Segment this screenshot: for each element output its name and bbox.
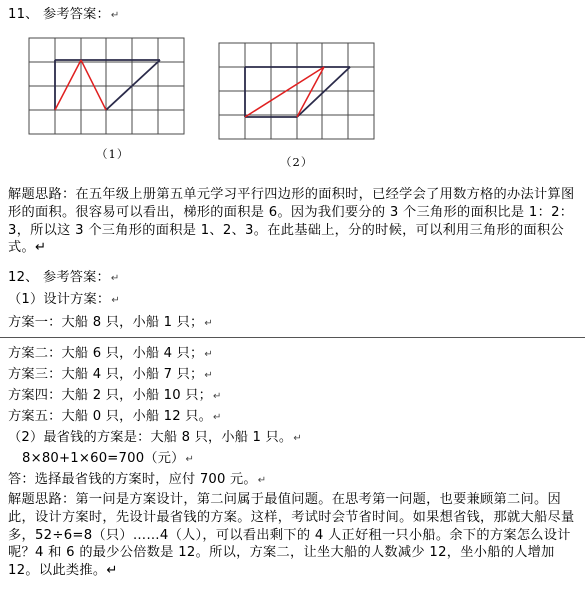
paragraph-mark-icon: ↵ [34,240,47,256]
part-2-label: （2）最省钱的方案是：大船 8 只，小船 1 只。↵ [8,430,302,445]
paragraph-mark-icon: ↵ [204,318,213,329]
paragraph-mark-icon: ↵ [106,563,118,579]
grid-figure-2 [218,42,378,142]
paragraph-mark-icon: ↵ [204,370,213,381]
plan-4: 方案四：大船 2 只，小船 10 只；↵ [8,388,222,403]
grid-lines [29,38,184,134]
paragraph-mark-icon: ↵ [111,295,120,306]
calculation: 8×80+1×60=700（元）↵ [22,451,195,466]
grid-figure-2-svg [218,42,378,142]
plan-1: 方案一：大船 8 只，小船 1 只；↵ [8,315,213,330]
section-11-explanation: 解题思路：在五年级上册第五单元学习平行四边形的面积时，已经学会了用数方格的办法计算图形的面积。很容易可以看出，梯形的面积是 6。因为我们要分的 3 个三角形的面积比是 1：2：3，所以这 3 个三角形的面积是 1、2、3。在此基础上，分的时候，可以利用三角形的面积公式。↵ [8,187,575,256]
paragraph-mark-icon: ↵ [257,475,267,486]
part-1-label: （1）设计方案：↵ [8,292,120,307]
section-11-heading: 11、 参考答案：↵ [8,7,120,22]
plan-5: 方案五：大船 0 只，小船 12 只。↵ [8,409,222,424]
section-12-explanation: 解题思路：第一问是方案设计，第二问属于最值问题。在思考第一问题，也要兼顾第二问。因此，设计方案时，先设计最省钱的方案。这样，考试时会节省时间。如果想省钱，那就大船尽量多，52÷6=8（只）……4（人），可以看出剩下的 4 人正好租一只小船。余下的方案怎么设计呢？4 和 6 的最少公倍数是 12。所以，方案二，让坐大船的人数减少 12，坐小船的人增加 12。以此类推。↵ [8,492,575,579]
page-divider [0,337,585,338]
paragraph-mark-icon: ↵ [185,454,195,465]
grid-figure-1 [26,36,188,136]
paragraph-mark-icon: ↵ [213,391,222,402]
figure-1-caption: （1） [96,147,130,161]
answer: 答：选择最省钱的方案时，应付 700 元。↵ [8,472,267,487]
paragraph-mark-icon: ↵ [293,433,302,444]
grid-figure-1-svg [26,36,188,136]
grid-lines-2 [219,43,374,139]
paragraph-mark-icon: ↵ [213,412,222,423]
figure-2-caption: （2） [280,155,314,169]
paragraph-mark-icon: ↵ [204,349,213,360]
trapezoid-outline [55,60,160,110]
section-12-heading: 12、 参考答案：↵ [8,270,120,285]
red-cut-lines-2 [245,67,324,117]
plan-2: 方案二：大船 6 只，小船 4 只；↵ [8,346,213,361]
paragraph-mark-icon: ↵ [110,10,120,21]
paragraph-mark-icon: ↵ [110,273,120,284]
plan-3: 方案三：大船 4 只，小船 7 只；↵ [8,367,213,382]
